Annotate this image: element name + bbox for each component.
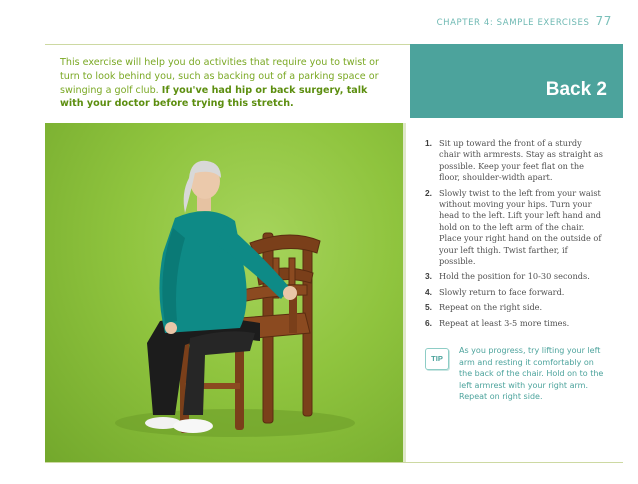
intro-paragraph — [60, 56, 390, 111]
list-item — [425, 318, 605, 329]
list-item — [425, 287, 605, 298]
column-divider — [403, 123, 406, 462]
woman-seated-twist-illustration — [45, 123, 403, 462]
step-text: Slowly return to face forward. — [439, 286, 565, 297]
chapter-label: CHAPTER 4: SAMPLE EXERCISES — [436, 18, 590, 28]
page-header — [437, 14, 612, 28]
step-number: 4. — [425, 286, 432, 297]
step-number: 6. — [425, 317, 432, 328]
list-item — [425, 138, 605, 184]
step-text: Repeat on the right side. — [439, 302, 543, 313]
steps-list — [425, 138, 605, 333]
exercise-photo — [45, 123, 403, 462]
top-rule — [45, 44, 410, 45]
step-text: Repeat at least 3-5 more times. — [439, 317, 570, 328]
bottom-rule — [45, 462, 623, 463]
tip-text: As you progress, try lifting your left arm and resting it comfortably on the back of the chair. Hold on to the left armrest with your right arm. Repeat on right side. — [459, 346, 604, 401]
step-text: Slowly twist to the left from your waist without moving your hips. Turn your head to the left. Lift your left hand and hold on to the left arm of the chair. Place your right hand on the outside of your left thigh. Twist farther, if possible. — [439, 187, 602, 267]
title-banner — [410, 44, 623, 118]
tip-badge: TIP — [425, 348, 449, 370]
step-text: Hold the position for 10-30 seconds. — [439, 271, 590, 282]
list-item — [425, 188, 605, 268]
list-item — [425, 271, 605, 282]
step-number: 1. — [425, 138, 432, 148]
intro-text: This exercise will help you do activities that require you to twist or turn to look behind you, such as backing out of a parking space or swinging a golf club. — [60, 57, 379, 96]
step-number: 5. — [425, 302, 432, 313]
step-number: 3. — [425, 271, 432, 282]
list-item — [425, 302, 605, 313]
intro-warning: If you've had hip or back surgery, talk with your doctor before trying this stretch. — [60, 84, 368, 110]
step-number: 2. — [425, 187, 432, 198]
step-text: Sit up toward the front of a sturdy chair with armrests. Stay as straight as possible. Keep your feet flat on the floor, shoulder-width apart. — [439, 138, 603, 183]
page-number: 77 — [595, 14, 612, 28]
exercise-title: Back 2 — [545, 79, 607, 100]
